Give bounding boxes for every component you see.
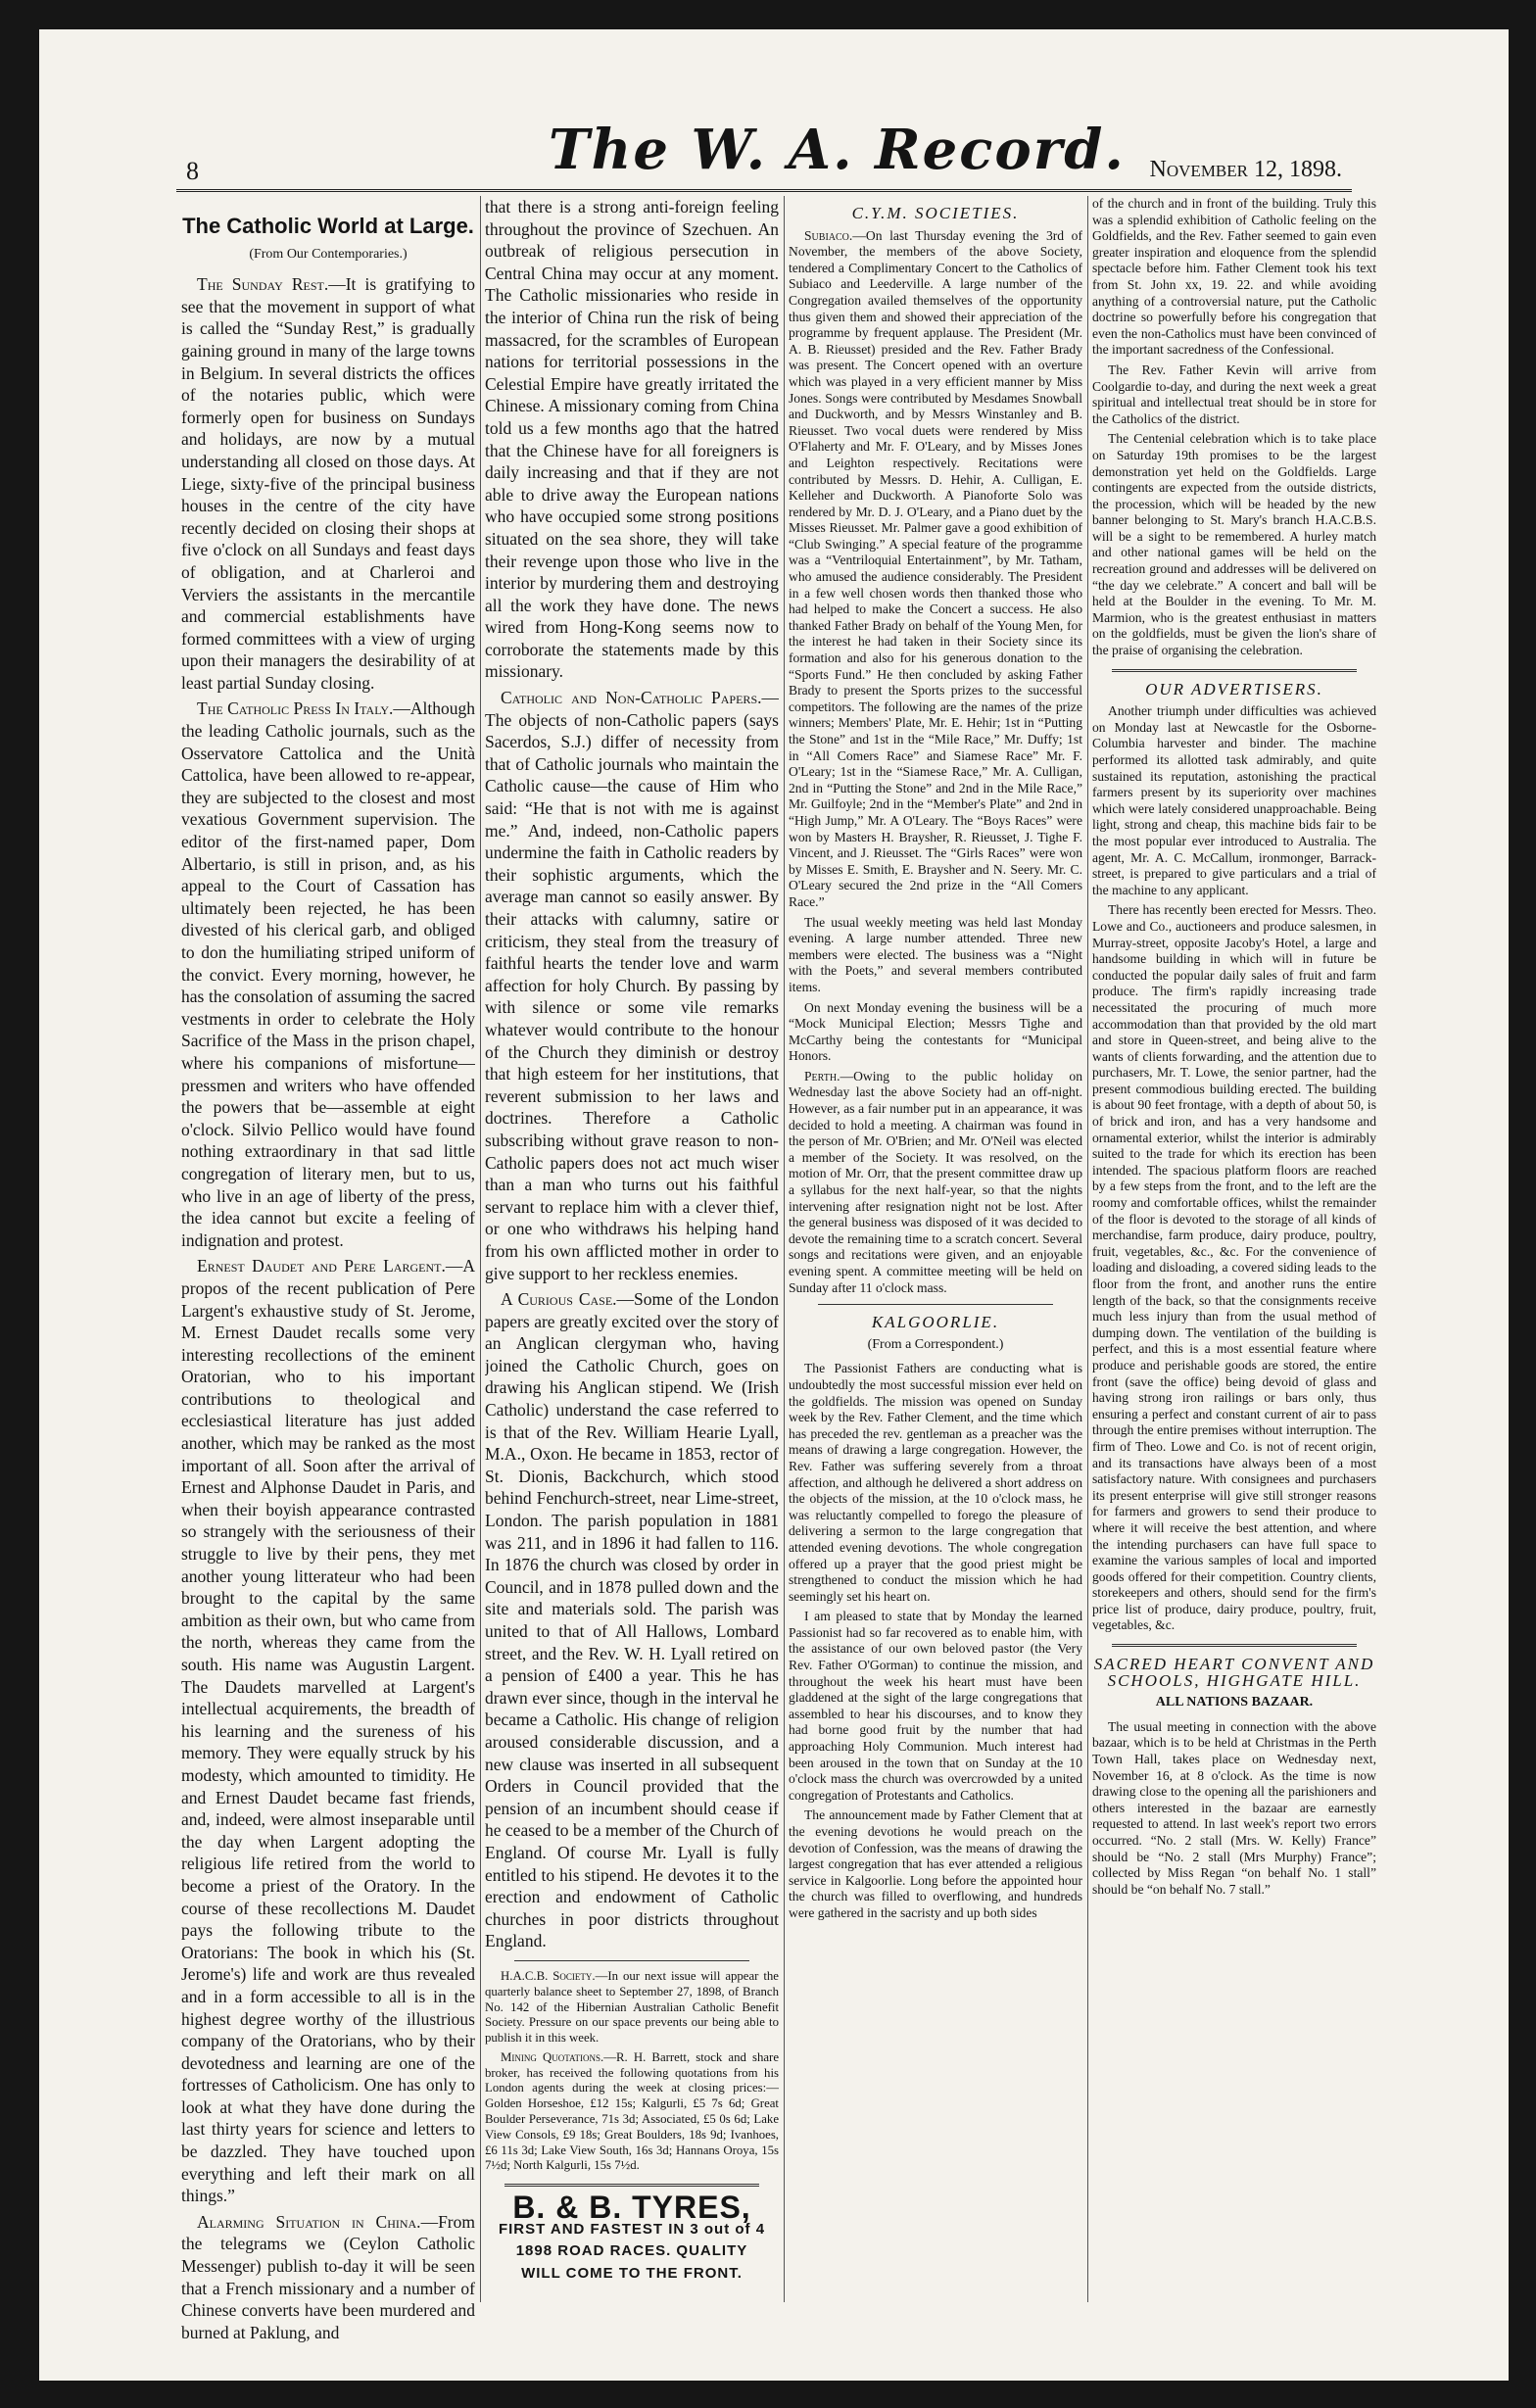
section-separator [1112,669,1357,672]
paragraph-head: Catholic and Non-Catholic Papers. [501,688,762,708]
paragraph-text: —In our next issue will appear the quarterly balance sheet to September 27, 1898, of Branch No. 142 of the Hibernian Australian Catholic Benefit Society. Pressure on our space prevents our being able to publish it in this week. [485,1968,779,2046]
paragraph: The usual meeting in connection with the above bazaar, which is to be held at Christmas in the Perth Town Hall, takes place on Wednesday next, November 16, at 8 o'clock. As the time is now drawing close to the opening all the parishioners and others interested in the bazaar are earnestly requested to attend. In last week's report two errors occurred. “No. 2 stall (Mrs. W. Kelly) France” should be “No. 2 stall (Mrs Murphy) France”; collected by Miss Regan “on behalf No. 1 stall” should be “on behalf No. 7 stall.” [1092,1718,1376,1897]
paragraph: that there is a strong anti-foreign feeling throughout the province of Szechuen. An outbreak of religious persecution in Central China may occur at any moment. The Catholic missionaries who reside in the interior of China run the risk of being massacred, for the scrambles of European nations for territorial possessions in the Celestial Empire have greatly irritated the Chinese. A missionary coming from China told us a few months ago that the hatred that the Chinese have for all foreigners is daily increasing and that if they are not able to drive away the European nations who have occupied some strong positions situated on the sea shore, they will take their revenge upon those who live in the interior by murdering them and destroying all the work they have done. The news wired from Hong-Kong seems now to corroborate the statements made by this missionary. [485,197,779,682]
section-separator [504,2184,759,2187]
paragraph-text: —Owing to the public holiday on Wednesday last the above Society had an off-night. However, as a fair number put in an appearance, it was decided to hold a meeting. A chairman was found in the person of Mr. O'Brien; and Mr. O'Neil was elected a member of the Society. It was resolved, on the motion of Mr. Orr, that the present committee draw up a syllabus for the next half-year, so that the nights intervening after resignation night not be lost. After the general business was disposed of it was decided to devote the remaining time to a scratch concert. Several songs and recitations were given, and an enjoyable evening spent. A committee meeting will be held on Sunday after 11 o'clock mass. [789,1068,1082,1295]
paragraph [485,687,779,1284]
paragraph [485,2050,779,2174]
paragraph-head: Ernest Daudet and Pere Largent. [197,1256,446,1276]
column-divider [784,196,785,2302]
paragraph-head: Alarming Situation in China. [197,2211,421,2232]
ad-line: FIRST AND FASTEST IN 3 out of 4 [498,2220,766,2238]
paragraph-text: — The objects of non-Catholic papers (says Sacerdos, S.J.) differ of necessity from that of Catholic journals who maintain the Catholic cause—the cause of Him who said: “He that is not with me is against me.” And, indeed, non-Catholic papers undermine the faith in Catholic readers by their sophistic arguments, which the average man cannot so easily answer. By their attacks with calumny, satire or criticism, they steal from the treasury of faithful hearts the tender love and warm affection for holy Church. By passing by with silence or some vile remarks whatever would contribute to the honour of the Church they diminish or destroy that high esteem for her institutions, that reverent submission to her laws and doctrines. Therefore a Catholic subscribing without grave reason to non-Catholic papers does not act much wiser than a man who turns out his faithful servant to replace him with a clever thief, or one who withdraws his helping hand from his own afflicted mother in order to give support to her reckless enemies. [485,688,779,1283]
paragraph-text: —R. H. Barrett, stock and share broker, has received the following quotations from his London agents during the week at closing prices:—Golden Horseshoe, £12 15s; Kalgurli, £5 7s 6d; Great Boulder Perseverance, 71s 3d; Associated, £5 0s 6d; Lake View Consols, £9 18s; Great Boulders, 18s 9d; Ivanhoes, £6 11s 3d; Lake View South, 16s 3d; Hannans Oroya, 15s 7½d; North Kalgurli, 15s 7½d. [485,2049,779,2173]
paragraph: The usual weekly meeting was held last Monday evening. A large number attended. Three new members were elected. The business was a “Night with the Poets,” and several members contributed items. [789,914,1082,994]
section-heading: KALGOORLIE. [871,1313,1000,1332]
page-number: 8 [186,157,199,185]
ad-line: 1898 ROAD RACES. QUALITY [515,2242,748,2260]
paragraph: The announcement made by Father Clement that at the evening devotions he would preach on the devotion of Confession, was the means of drawing the largest congregation that has ever attended a religious service in Kalgoorlie. Long before the appointed hour the church was filled to overflowing, and hundreds were gathered in the sacristy and up both sides [789,1807,1082,1920]
article-subtitle: (From Our Contemporaries.) [249,246,408,262]
paragraph: The Passionist Fathers are conducting what is undoubtedly the most successful mission ever held on the goldfields. The mission was opened on Sunday week by the Rev. Father Clement, and the time which has preceded the rev. gentleman as a preacher was the means of drawing a large congregation. However, the Rev. Father was suffering severely from a throat affection, and although he delivered a short address on the objects of the mission, at the 10 o'clock mass, he was reluctantly compelled to forego the pleasure of delivering a sermon to the large congregation that attended evening devotions. The whole congregation offered up a prayer that the good priest might be strengthened to conduct the mission which he had seemingly set his heart on. [789,1361,1082,1604]
article-title: The Catholic World at Large. [182,214,474,238]
paragraph [485,1288,779,1952]
paragraph: I am pleased to state that by Monday the learned Passionist had so far recovered as to enable him, with the assistance of our own beloved pastor (the Very Rev. Father O'Gorman) to continue the mission, and throughout the week his heart must have been gladdened at the sight of the large congregations that assembled to hear his discourses, and to know they had borne good fruit by the number that had approaching Holy Communion. Much interest had been aroused in the town that on Sunday at the 10 o'clock mass the church was overcrowded by a united congregation of Protestants and Catholics. [789,1609,1082,1803]
header-rule [176,189,1352,192]
tyres-advertisement [485,2190,779,2285]
paragraph: On next Monday evening the business will be a “Mock Municipal Election; Messrs Tighe and McCarthy being the contestants for “Municipal Honors. [789,999,1082,1064]
paragraph: There has recently been erected for Messrs. Theo. Lowe and Co., auctioneers and produce salesmen, in Murray-street, opposite Jacoby's Hotel, a large and handsome building in which will in future be conducted the popular daily sales of fruit and farm produce. The firm's rapidly increasing trade necessitated the procuring of much more accommodation than that provided by the old mart and store in Queen-street, and being alive to the wants of clients forwarding, and the attention due to purchasers, Mr. T. Lowe, the senior partner, had the present commodious building erected. The building is about 90 feet frontage, with a depth of about 50, is of brick and iron, and has a very handsome and ornamental exterior, whilst the interior is admirably suited to the trade for which its erection has been intended. The spacious platform floors are reached by a few steps from the front, and to the left are the roomy and comfortable offices, whilst the remainder of the floor is devoted to the storage of all kinds of merchandise, farm produce, dairy produce, poultry, fruit, vegetables, &c., &c. For the convenience of loading and disloading, a covered siding leads to the floor from the front, and another runs the entire length of the back, so that the consignments receive much less injury than from the usual method of dumping down. The ventilation of the building is perfect, and this is a most essential feature where produce and perishable goods are stored, the entire front (save the office) being devoid of glass and having strong iron railings or bars only, thus ensuring a perfect and constant current of air to pass through the entire premises without interruption. The firm of Theo. Lowe and Co. is not of recent origin, and its transactions have always been of a most satisfactory nature. With consignees and purchasers its present enterprise will give still stronger reasons for farmers and growers to send their produce to where it will receive the best attention, and where the intending purchasers can have full space to examine the various samples of local and imported goods offered for their competition. Country clients, storekeepers and others, should send for the firm's price list of produce, dairy produce, poultry, fruit, vegetables, &c. [1092,902,1376,1633]
section-heading: C.Y.M. SOCIETIES. [851,204,1020,222]
paragraph-text: —Although the leading Catholic journals, such as the Osservatore Cattolica and the Unità Cattolica, have been allowed to re-appear, they are subjected to the closest and most vexatious Government supervision. The editor of the first-named paper, Dom Albertario, is still in prison, and, as his appeal to the Court of Cassation has ultimately been rejected, he has been divested of his clerical garb, and obliged to don the humiliating striped uniform of the convict. Every morning, however, he has the consolation of assuming the sacred vestments in order to celebrate the Holy Sacrifice of the Mass in the prison chapel, where his companions of misfortune—pressmen and writers who have offended the powers that be—assemble at eight o'clock. Silvio Pellico would have found nothing extraordinary in that sad little congregation of literary men, but to us, who live in an age of liberty of the press, the idea cannot but excite a feeling of indignation and protest. [181,698,475,1250]
section-separator [1112,1644,1357,1647]
section-heading: SACRED HEART CONVENT AND SCHOOLS, HIGHGATE HILL. [1093,1655,1375,1690]
paragraph: Another triumph under difficulties was achieved on Monday last at Newcastle for the Osborne-Columbia harvester and binder. The machine performed its allotted task admirably, and quite sustained its reputation, astonishing the practical farmers present by its superiority over machines which were lately considered unapproachable. Being light, strong and cheap, this machine bids fair to be the most popular ever introduced to Australia. The agent, Mr. A. C. McCallum, ironmonger, Barrack-street, is prepared to give particulars and a trial of the machine to any applicant. [1092,703,1376,897]
section-separator [514,1960,749,1961]
paragraph-head: Mining Quotations. [501,2049,604,2064]
page-header [176,118,1352,186]
paragraph: The Rev. Father Kevin will arrive from Coolgardie to-day, and during the next week a great spiritual and intellectual treat should be in store for the Catholics of the district. [1092,361,1376,426]
paragraph [181,1255,475,2207]
column-2 [485,196,779,2351]
paragraph [181,698,475,1251]
paragraph-text: —A propos of the recent publication of Pere Largent's exhaustive study of St. Jerome, M. Ernest Daudet recalls some very interesting recollections of the eminent Oratorian, who to his important contributions to theological and ecclesiastical literature has just added another, which may be ranked as the most important of all. Soon after the arrival of Ernest and Alphonse Daudet in Paris, and when their boyish appearance contrasted so strangely with the seriousness of their struggle to live by their pens, they met another young litterateur who had been brought to the capital by the same ambition as their own, but who came from the north, whereas they came from the south. His name was Augustin Largent. The Daudets marvelled at Largent's intellectual acquirements, the breadth of his learning and the sureness of his memory. They were equally struck by his modesty, which amounted to timidity. He and Ernest Daudet became fast friends, and, indeed, were almost inseparable until the day when Largent adopting the religious life retired from the world to become a priest of the Oratory. In the course of these recollections M. Daudet pays the following tribute to the Oratorians: The book in which his (St. Jerome's) life and work are thus revealed and in a form accessible to all is in the highest degree worthy of the illustrious company of the Oratorians, who by their devotedness and learning are one of the fortresses of Catholicism. One has only to look at what they have done during the last thirty years for science and letters to be dazzled. They have touched upon everything and left their mark on all things.” [181,1256,475,2206]
paragraph-head: Perth. [804,1068,840,1084]
paragraph [181,273,475,694]
section-subtitle: ALL NATIONS BAZAAR. [1155,1695,1314,1710]
paragraph [789,228,1082,911]
paragraph-text: —From the telegrams we (Ceylon Catholic Messenger) publish to-day it will be seen that a French missionary and a number of Chinese converts have been murdered and burned at Paklung, and [181,2211,475,2342]
column-divider [480,196,481,2302]
column-1 [181,196,475,2351]
ad-line: WILL COME TO THE FRONT. [521,2265,743,2283]
section-separator [818,1304,1053,1305]
paragraph-text: —Some of the London papers are greatly excited over the story of an Anglican clergyman who, having joined the Catholic Church, goes on drawing his Anglican stipend. We (Irish Catholic) understand the case referred to is that of the Rev. William Hearie Lyall, M.A., Oxon. He became in 1853, rector of St. Dionis, Backchurch, which stood behind Fenchurch-street, near Lime-street, London. The parish population in 1881 was 211, and in 1896 it had fallen to 116. In 1876 the church was closed by order in Council, and in 1878 pulled down and the site and materials sold. The parish was united to that of All Hallows, Lombard street, and the Rev. W. H. Lyall retired on a pension of £400 a year. This he has drawn ever since, though in the interval he became a Catholic. His change of religion aroused considerable discussion, and a new clause was inserted in all subsequent Orders in Council provided that the pension of an incumbent should cease if he ceased to be a member of the Church of England. Of course Mr. Lyall is fully entitled to his stipend. He devotes it to the erection and endowment of Catholic churches in poor districts throughout England. [485,1289,779,1951]
paragraph-head: The Sunday Rest. [197,274,329,295]
section-heading: OUR ADVERTISERS. [1145,679,1323,698]
paragraph: of the church and in front of the building. Truly this was a splendid exhibition of Catholic feeling on the Goldfields, and the Rev. Father seemed to gain even greater inspiration and eloquence from the splendid spectacle before him. Father Clement took his text from St. John xx, 19. 22. and while avoiding anything of a controversial nature, put the Catholic doctrine so powerfully before his congregation that even the non-Catholics must have been convinced of the important sacredness of the Confessional. [1092,196,1376,358]
paragraph [181,2211,475,2344]
ad-brand: B. & B. TYRES, [512,2190,751,2226]
paragraph [789,1069,1082,1296]
paragraph-head: A Curious Case. [501,1289,617,1310]
paragraph: The Centenial celebration which is to take place on Saturday 19th promises to be the largest demonstration yet held on the Goldfields. Large contingents are expected from the outside districts, the procession, which will be headed by the new banner belonging to St. Mary's branch H.A.C.B.S. will be a sight to be remembered. A hurley match and other national games will be held on the recreation ground and addresses will be delivered on “the day we celebrate.” A concert and ball will be held at the Boulder in the evening. To Mr. M. Marmion, who is the greatest enthusiast in matters on the goldfields, must be given the lion's share of the praise of organising the celebration. [1092,431,1376,658]
paragraph-head: The Catholic Press In Italy. [197,698,394,719]
paragraph-head: H.A.C.B. Society. [501,1968,596,1983]
paragraph-head: Subiaco. [804,227,853,243]
paragraph-text: —On last Thursday evening the 3rd of November, the members of the above Society, tendered a Complimentary Concert to the Catholics of Subiaco and Leederville. A large number of the Congregation availed themselves of the opportunity thus given them and showed their appreciation of the programme by frequent applause. The President (Mr. A. B. Rieusset) presided and the Rev. Father Brady was present. The Concert opened with an overture which was played in a very efficient manner by Miss Jones. Songs were contributed by Mesdames Snowball and Duckworth, and by Messrs Winstanley and B. Rieusset. Two vocal duets were rendered by Miss O'Flaherty and Mr. F. O'Leary, and by Misses Jones and Leighton respectively. Recitations were contributed by Messrs. D. Hehir, A. Culligan, E. Kelleher and Duckworth. A Pianoforte Solo was rendered by Mr. D. J. O'Leary, and a Piano duet by the Misses Rieusset. Mr. Palmer gave a good exhibition of “Club Swinging.” A special feature of the programme was a “Ventriloquial Entertainment”, by Mr. Tatham, who amused the audience considerably. The President in a few well chosen words then thanked those who had helped to make the Concert a success. He also thanked Father Brady on behalf of the Young Men, for the interest he had taken in their Society since its formation and also for his generous donation to the “Sports Fund.” He then concluded by asking Father Brady to present the Sports prizes to the successful competitors. The following are the names of the prize winners; Members' Plate, Mr. E. Hehir; 1st in “Putting the Stone” and 1st in the “Mile Race,” Mr. Duffy; 1st in “All Comers Race” and Siamese Race” Mr. F. O'Leary; 1st in the “Siamese Race,” Mr. A. Culligan, 2nd in “Putting the Stone” and 2nd in the Mile Race,” Mr. Guilfoyle; 2nd in the “Member's Plate” and 2nd in “High Jump,” Mr. A O'Leary. The “Boys Races” were won by Masters H. Braysher, R. Rieusset, J. Tighe F. Vincent, and J. Rieusset. The “Girls Races” were won by Misses E. Smith, E. Braysher and N. Seery. Mr. C. O'Leary secured the 2nd prize in the “All Comers Race.” [789,227,1082,909]
column-divider [1087,196,1088,2302]
masthead-title: The W. A. Record. [549,118,1126,182]
paragraph [485,1969,779,2047]
section-subtitle: (From a Correspondent.) [867,1336,1004,1352]
column-3 [789,196,1082,2351]
column-4 [1092,196,1376,2351]
paragraph-text: —It is gratifying to see that the movement in support of what is called the “Sunday Rest,” is gradually gaining ground in many of the large towns in Belgium. In several districts the offices of the notaries public, which were formerly open for business on Sundays and holidays, are now by a mutual understanding all closed on those days. At Liege, sixty-five of the principal business houses in the centre of the city have recently decided on closing their shops at five o'clock on all Sundays and feast days of obligation, and at Charleroi and Verviers the assistants in the mercantile and commercial establishments have formed committees with a view of urging upon their managers the desirability of at least partial Sunday closing. [181,274,475,693]
issue-date: November 12, 1898. [1149,157,1342,182]
